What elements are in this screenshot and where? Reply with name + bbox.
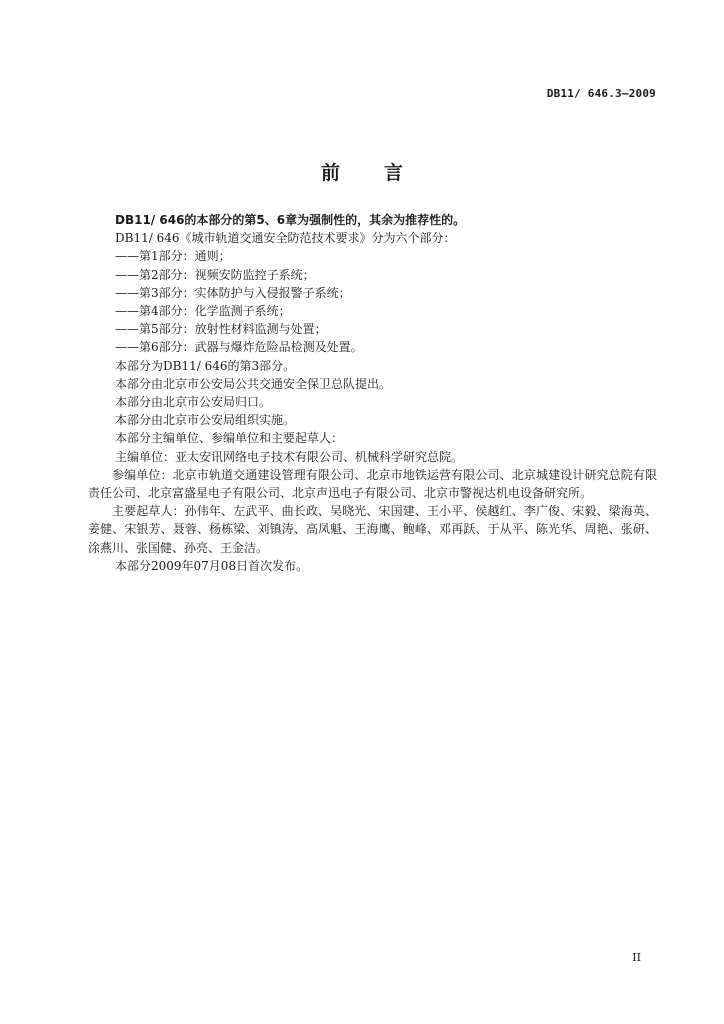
implementation-statement: 本部分由北京市公安局组织实施。	[115, 413, 296, 428]
mandatory-clause-statement: DB11/ 646的本部分的第5、6章为强制性的，其余为推荐性的。	[115, 213, 466, 227]
part-list-item: ——第4部分：化学监测子系统；	[115, 304, 291, 319]
page-number: II	[632, 951, 641, 964]
parts-intro: DB11/ 646《城市轨道交通安全防范技术要求》分为六个部分：	[115, 231, 456, 246]
part-list-item: ——第6部分：武器与爆炸危险品检测及处置。	[115, 340, 363, 355]
proposer-statement: 本部分由北京市公安局公共交通安全保卫总队提出。	[115, 376, 392, 391]
release-date-statement: 本部分2009年07月08日首次发布。	[115, 558, 309, 573]
main-drafters: 主要起草人：孙伟年、左武平、曲长政、吴晓光、宋国建、王小平、侯越红、李广俊、宋毅、梁海英、姜健、宋银芳、聂蓉、杨栋梁、刘镇涛、高凤魁、王海鹰、鲍峰、邓再跃、于从平、陈光华、周艳、张研、涂燕川、张国健、孙亮、王金洁。	[88, 504, 657, 555]
part-statement: 本部分为DB11/ 646的第3部分。	[115, 358, 296, 373]
standard-code: DB11/ 646.3—2009	[546, 87, 656, 100]
drafters-intro: 本部分主编单位、参编单位和主要起草人：	[115, 431, 344, 446]
centralized-statement: 本部分由北京市公安局归口。	[115, 395, 272, 410]
document-body	[88, 211, 657, 575]
part-list-item: ——第2部分：视频安防监控子系统；	[115, 267, 315, 282]
chief-editor-units: 主编单位：亚太安讯网络电子技术有限公司、机械科学研究总院。	[115, 449, 464, 464]
participating-units: 参编单位：北京市轨道交通建设管理有限公司、北京市地铁运营有限公司、北京城建设计研究总院有限责任公司、北京富盛星电子有限公司、北京声迅电子有限公司、北京市警视达机电设备研究所。	[88, 467, 657, 501]
part-list-item: ——第5部分：放射性材料监测与处置；	[115, 322, 327, 337]
page-title: 前言	[320, 162, 447, 184]
part-list-item: ——第3部分：实体防护与入侵报警子系统；	[115, 285, 351, 300]
part-list-item: ——第1部分：通则；	[115, 249, 231, 264]
